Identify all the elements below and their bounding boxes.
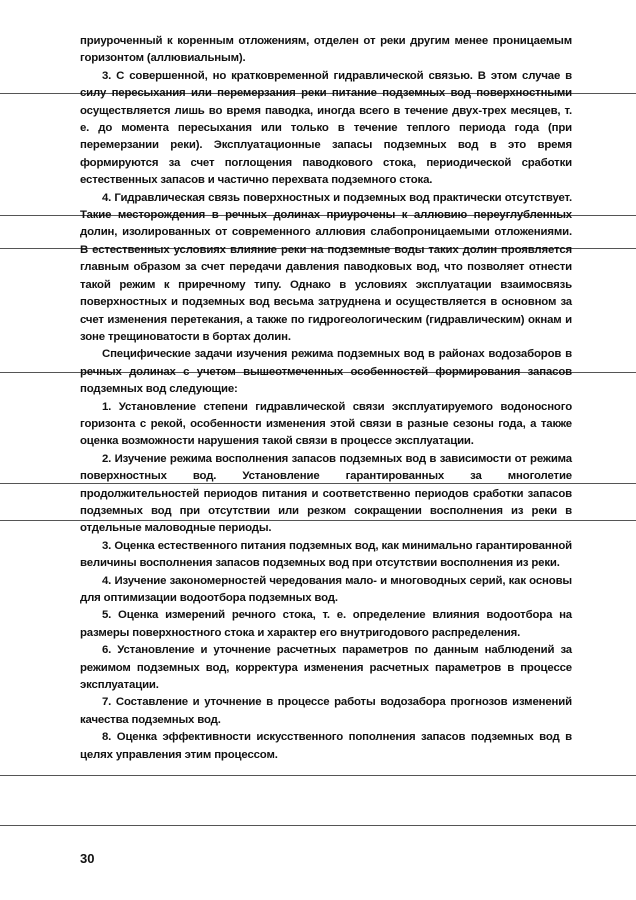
paragraph-tasks-intro: Специфические задачи изучения режима подземных вод в районах водозаборов в речных долинах с учетом вышеотмеченных особенностей формирования запасов подземных вод следующие: <box>80 348 572 396</box>
page-number: 30 <box>80 851 95 866</box>
body-text <box>80 33 572 764</box>
list-item-7: 7. Составление и уточнение в процессе работы водозабора прогнозов изменений качества подземных вод. <box>80 696 572 726</box>
list-item-5: 5. Оценка измерений речного стока, т. е. определение влияния водоотбора на размеры поверхностного стока и характер его внутригодового распределения. <box>80 609 572 639</box>
list-item-8: 8. Оценка эффективности искусственного пополнения запасов подземных вод в целях управления этим процессом. <box>80 731 572 761</box>
list-item-1: 1. Установление степени гидравлической связи эксплуатируемого водоносного горизонта с рекой, особенности изменения этой связи в разные сезоны года, а также оценка возможности нарушения такой связи в процессе эксплуатации. <box>80 400 572 448</box>
list-item-4: 4. Изучение закономерностей чередования мало- и многоводных серий, как основы для оптимизации водоотбора подземных вод. <box>80 574 572 604</box>
paragraph-type-3: 3. С совершенной, но кратковременной гидравлической связью. В этом случае в силу пересыхания или перемерзания реки питание подземных вод поверхностными осуществляется лишь во время паводка, иногда всего в течение двух-трех месяцев, т. е. до момента пересыхания или только в течение теплого периода года (при перемерзании реки). Эксплуатационные запасы подземных вод в это время формируются за счет поглощения паводкового стока, периодической сработки естественных запасов и частично перехвата подземного стока. <box>80 69 572 187</box>
list-item-3: 3. Оценка естественного питания подземных вод, как минимально гарантированной величины восполнения запасов подземных вод при отсутствии восполнения из реки. <box>80 539 572 570</box>
list-item-6: 6. Установление и уточнение расчетных параметров по данным наблюдений за режимом подземных вод, корректура изменения расчетных параметров в процессе эксплуатации. <box>80 644 572 692</box>
scan-line <box>0 825 636 826</box>
list-item-2: 2. Изучение режима восполнения запасов подземных вод в зависимости от режима поверхностных вод. Установление гарантированных за многолетие продолжительностей периодов питания и соответственно периодов сработки запасов подземных вод при отсутствии или резком сокращении восполнения из реки в отдельные маловодные периоды. <box>80 452 572 535</box>
scan-line <box>0 775 636 776</box>
paragraph-continuation: приуроченный к коренным отложениям, отделен от реки другим менее проницаемым горизонтом (аллювиальным). <box>80 35 572 65</box>
paragraph-type-4: 4. Гидравлическая связь поверхностных и подземных вод практически отсутствует. Такие месторождения в речных долинах приурочены к аллювию переуглубленных долин, изолированных от современного аллювия слабопроницаемыми отложениями. В естественных условиях влияние реки на подземные воды таких долин проявляется главным образом за счет передачи давления паводковых вод, что позволяет отнести такой режим к приречному типу. Однако в условиях эксплуатации взаимосвязь поверхностных и подземных вод весьма затруднена и осуществляется в основном за счет изменения перетекания, а также по гидрогеологическим (гидравлическим) окнам и зоне трещиноватости в бортах долин. <box>80 191 572 343</box>
